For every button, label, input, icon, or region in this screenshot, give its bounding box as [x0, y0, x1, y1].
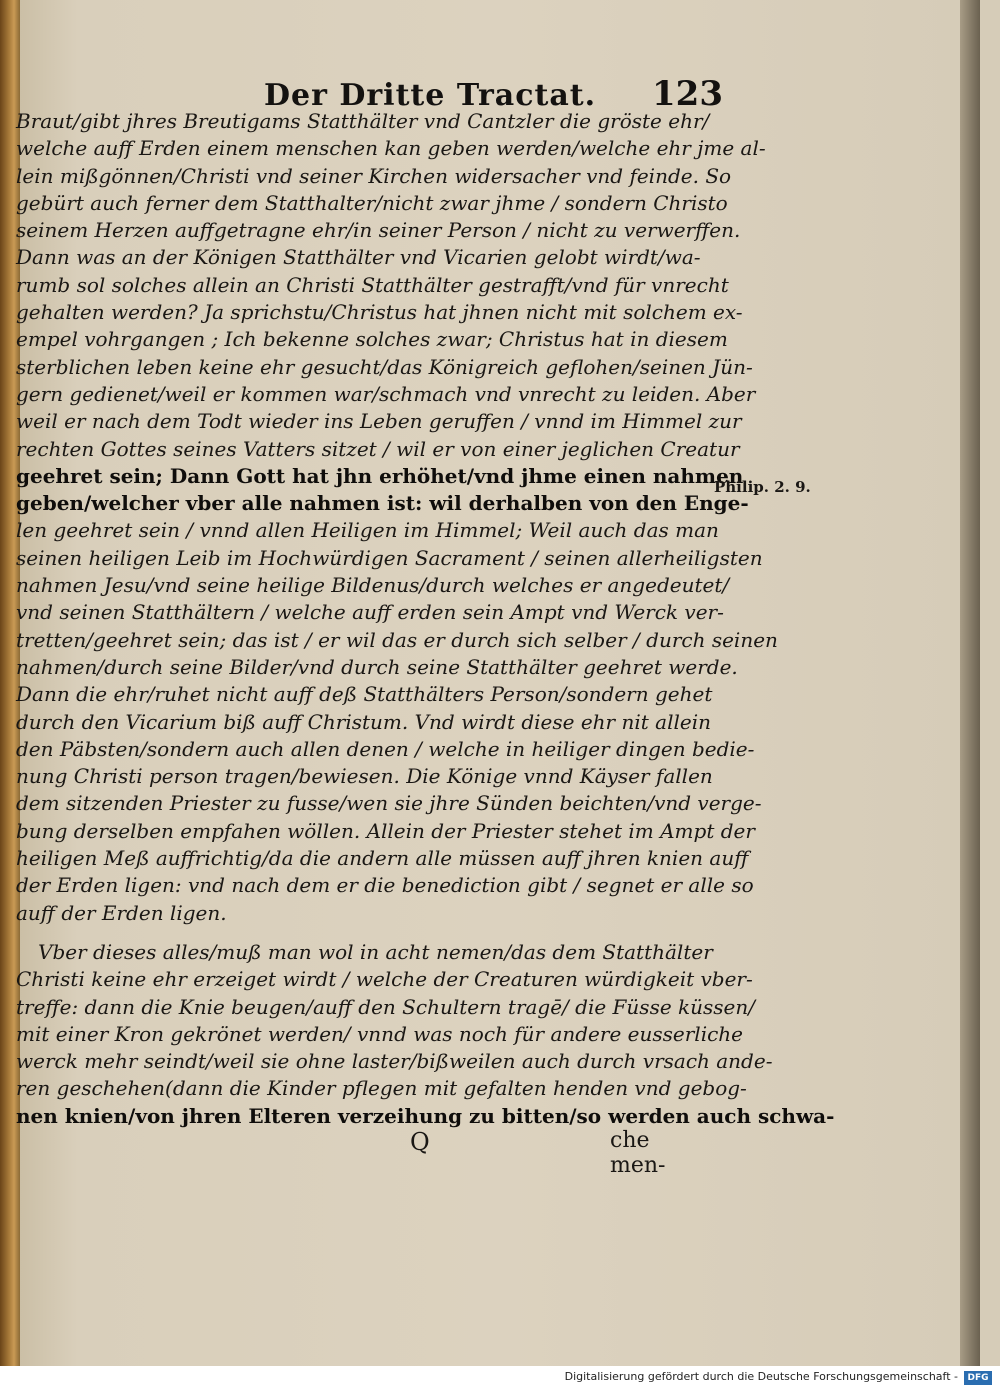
text-line: den Päbsten/sondern auch allen denen / welche in heiliger dingen bedie- — [16, 736, 755, 761]
text-line: rumb sol solches allein an Christi Statthälter gestrafft/vnd für vnrecht — [16, 272, 729, 297]
running-head: Der Dritte Tractat. — [264, 78, 597, 113]
margin-note: Philip. 2. 9. — [714, 478, 811, 496]
text-line: len geehret sein / vnnd allen Heiligen im Himmel; Weil auch das man — [16, 518, 719, 543]
text-line: geehret sein; Dann Gott hat jhn erhöhet/vnd jhme einen nahmen — [16, 463, 744, 488]
text-line: nung Christi person tragen/bewiesen. Die Könige vnnd Käyser fallen — [16, 764, 713, 789]
text-line: bung derselben empfahen wöllen. Allein der Priester stehet im Ampt der — [16, 818, 755, 843]
page-edge-shadow — [960, 0, 980, 1366]
text-line: ren geschehen(dann die Kinder pflegen mit gefalten henden vnd gebog- — [16, 1076, 747, 1101]
funding-notice: Digitalisierung gefördert durch die Deutsche Forschungsgemeinschaft - — [564, 1370, 958, 1383]
text-line: Braut/gibt jhres Breutigams Statthälter vnd Cantzler die gröste ehr/ — [16, 109, 710, 133]
text-line: welche auff Erden einem menschen kan geben werden/welche ehr jme al- — [16, 136, 766, 161]
text-line: dem sitzenden Priester zu fusse/wen sie jhre Sünden beichten/vnd verge- — [16, 791, 762, 816]
text-line: treffe: dann die Knie beugen/auff den Schultern tragē/ die Füsse küssen/ — [16, 994, 756, 1019]
text-line: sterblichen leben keine ehr gesucht/das Königreich geflohen/seinen Jün- — [16, 354, 753, 379]
text-line: geben/welcher vber alle nahmen ist: wil derhalben von den Enge- — [16, 491, 749, 516]
page-number: 123 — [652, 74, 723, 114]
dfg-logo: DFG — [964, 1371, 992, 1385]
text-line: nen knien/von jhren Elteren verzeihung zu bitten/so werden auch schwa- — [16, 1103, 835, 1128]
text-line: mit einer Kron gekrönet werden/ vnnd was noch für andere eusserliche — [16, 1021, 744, 1046]
text-line: vnd seinen Statthältern / welche auff erden sein Ampt vnd Werck ver- — [16, 600, 724, 625]
text-line: durch den Vicarium biß auff Christum. Vnd wirdt diese ehr nit allein — [16, 709, 711, 734]
signature-mark: Q — [410, 1128, 430, 1156]
text-line: Dann was an der Königen Statthälter vnd Vicarien gelobt wirdt/wa- — [16, 245, 701, 270]
text-line: empel vohrgangen ; Ich bekenne solches zwar; Christus hat in diesem — [16, 327, 728, 352]
text-line: gehalten werden? Ja sprichstu/Christus hat jhnen nicht mit solchem ex- — [16, 300, 743, 325]
text-line: gern gedienet/weil er kommen war/schmach vnd vnrecht zu leiden. Aber — [16, 381, 756, 406]
text-line: Christi keine ehr erzeiget wirdt / welche der Creaturen würdigkeit vber- — [16, 967, 753, 992]
text-line: Vber dieses alles/muß man wol in acht nemen/das dem Statthälter — [38, 939, 713, 964]
digitization-footer — [0, 1367, 1000, 1390]
text-line: seinem Herzen auffgetragne ehr/in seiner Person / nicht zu verwerffen. — [16, 218, 741, 243]
text-line: seinen heiligen Leib im Hochwürdigen Sacrament / seinen allerheiligsten — [16, 545, 763, 570]
text-line: nahmen Jesu/vnd seine heilige Bildenus/durch welches er angedeutet/ — [16, 573, 730, 598]
text-line: der Erden ligen: vnd nach dem er die benediction gibt / segnet er alle so — [16, 873, 754, 898]
text-line: rechten Gottes seines Vatters sitzet / wil er von einer jeglichen Creatur — [16, 436, 740, 461]
text-line: Dann die ehr/ruhet nicht auff deß Statthälters Person/sondern gehet — [16, 682, 713, 707]
text-line: nahmen/durch seine Bilder/vnd durch seine Statthälter geehret werde. — [16, 654, 738, 679]
text-line: heiligen Meß auffrichtig/da die andern alle müssen auff jhren knien auff — [16, 846, 749, 871]
text-line: werck mehr seindt/weil sie ohne laster/bißweilen auch durch vrsach ande- — [16, 1049, 773, 1074]
text-line: weil er nach dem Todt wieder ins Leben geruffen / vnnd im Himmel zur — [16, 409, 742, 434]
text-line: gebürt auch ferner dem Statthalter/nicht zwar jhme / sondern Christo — [16, 190, 728, 215]
text-line: auff der Erden ligen. — [16, 900, 227, 925]
text-line: tretten/geehret sein; das ist / er wil das er durch sich selber / durch seinen — [16, 627, 778, 652]
catchword: che men- — [610, 1128, 666, 1178]
text-line: lein mißgönnen/Christi vnd seiner Kirchen widersacher vnd feinde. So — [16, 163, 732, 188]
